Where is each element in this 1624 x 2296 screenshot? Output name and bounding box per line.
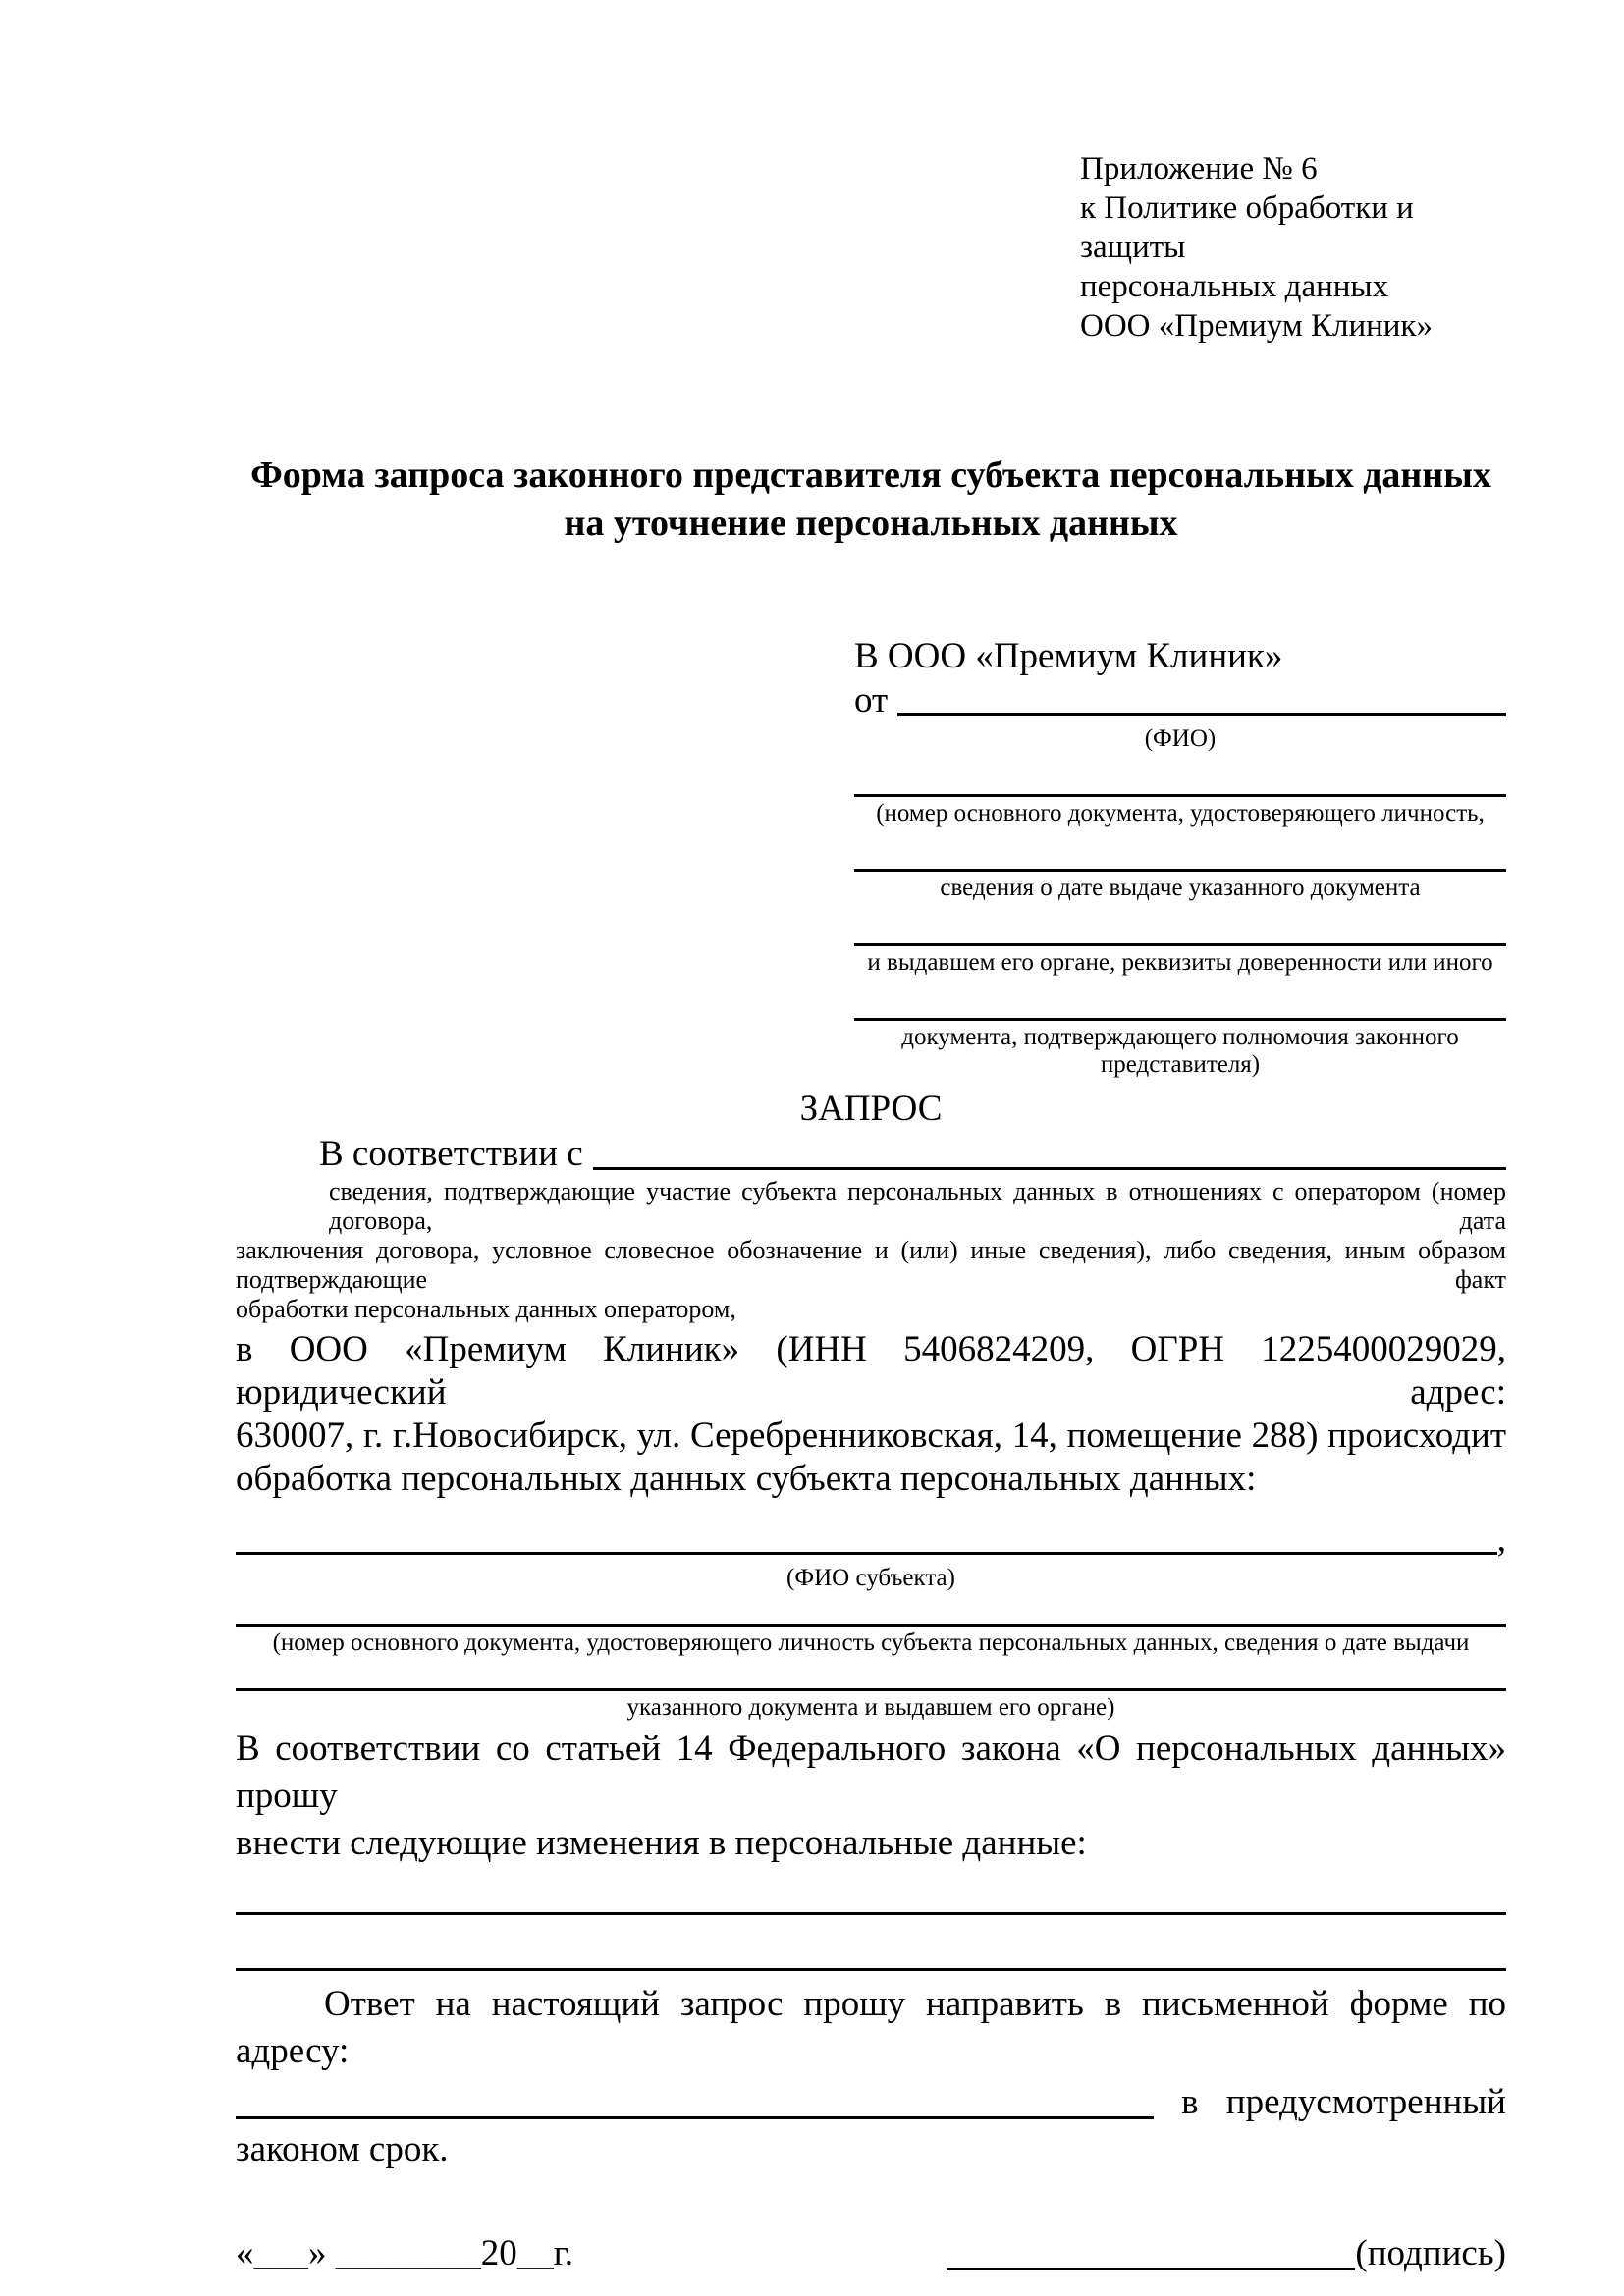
signature-caption: (подпись) <box>1355 2233 1506 2273</box>
appendix-block <box>1080 149 1506 346</box>
request-heading: ЗАПРОС <box>799 1089 943 1129</box>
subject-doc-caption: указанного документа и выдавшем его органе) <box>626 1694 1115 1721</box>
fio-caption: (ФИО) <box>1144 725 1217 752</box>
blank-line-caption: сведения о дате выдаче указанного документа <box>940 875 1421 901</box>
address-fill-in-line <box>236 2079 1154 2119</box>
subject-fio-fill-in-line <box>236 1519 1497 1555</box>
operator-paragraph-line: 630007, г. г.Новосибирск, ул. Серебренниковская, 14, помещение 288) происходит <box>236 1415 1506 1456</box>
answer-word: в <box>1181 2082 1199 2122</box>
blank-field-group <box>236 1624 1506 1657</box>
blank-field-group <box>854 943 1506 977</box>
accordance-row <box>236 1132 1506 1177</box>
blank-line-caption: (номер основного документа, удостоверяющего личность, <box>876 800 1485 827</box>
accordance-fill-in-line <box>593 1132 1506 1170</box>
fill-in-line <box>854 794 1506 797</box>
signature-fill-in-line <box>947 2230 1355 2270</box>
law-paragraph-line: внести следующие изменения в персональные данные: <box>236 1823 1087 1863</box>
answer-address-row <box>236 2079 1506 2126</box>
blank-line-caption: и выдавшем его органе, реквизиты доверенности или иного <box>867 949 1493 976</box>
page-title-line: на уточнение персональных данных <box>564 503 1178 544</box>
appendix-line: Приложение № 6 <box>1080 151 1318 187</box>
blank-field-group <box>236 1688 1506 1722</box>
from-fill-in-line <box>897 678 1506 716</box>
law-paragraph <box>236 1726 1506 1867</box>
signature-group <box>947 2230 1506 2277</box>
operator-paragraph-line: обработка персональных данных субъекта персональных данных: <box>236 1459 1257 1499</box>
accordance-caption <box>236 1177 1506 1324</box>
blank-field-group <box>854 869 1506 902</box>
fill-in-line <box>854 1018 1506 1021</box>
fill-in-line <box>236 1688 1506 1691</box>
subject-fio-row <box>236 1519 1506 1562</box>
page-title-line: Форма запроса законного представителя субъекта персональных данных <box>250 454 1491 496</box>
accordance-caption-line: сведения, подтверждающие участие субъекта персональных данных в отношениях с оператором (номер договора, дата <box>329 1177 1506 1235</box>
answer-paragraph-line: Ответ на настоящий запрос прошу направить в письменной форме по адресу: <box>236 1984 1506 2071</box>
signature-row <box>236 2230 1506 2277</box>
content-area <box>236 0 1506 2277</box>
subject-doc-caption: (номер основного документа, удостоверяющего личность субъекта персональных данных, сведения о дате выдачи <box>272 1629 1470 1656</box>
blank-line-caption: документа, подтверждающего полномочия законного представителя) <box>901 1024 1459 1078</box>
law-paragraph-line: В соответствии со статьей 14 Федерального закона «О персональных данных» прошу <box>236 1729 1506 1816</box>
answer-word: предусмотренный <box>1225 2082 1506 2122</box>
from-label: от <box>854 680 889 721</box>
appendix-line: к Политике обработки и защиты <box>1080 190 1414 265</box>
appendix-line: персональных данных <box>1080 269 1389 304</box>
subject-fio-comma: , <box>1496 1520 1506 1560</box>
addressee-block <box>854 634 1506 1079</box>
blank-field-group <box>854 1018 1506 1079</box>
date-field: «___» ________20__г. <box>236 2233 574 2273</box>
blank-field-group <box>854 794 1506 828</box>
fill-in-line <box>854 943 1506 946</box>
addressee-organization: В ООО «Премиум Клиник» <box>854 636 1283 676</box>
changes-fill-in-line <box>236 1968 1506 1971</box>
appendix-line: ООО «Премиум Клиник» <box>1080 308 1433 344</box>
page-title <box>236 452 1506 548</box>
from-row <box>854 678 1506 722</box>
answer-paragraph-line: законом срок. <box>236 2129 449 2169</box>
operator-paragraph-line: в ООО «Премиум Клиник» (ИНН 5406824209, ОГРН 1225400029029, юридический адрес: <box>236 1329 1506 1413</box>
accordance-caption-line: заключения договора, условное словесное обозначение и (или) иные сведения), либо сведения, иным образом подтверждающие факт <box>236 1236 1506 1294</box>
accordance-caption-line: обработки персональных данных оператором, <box>236 1295 736 1323</box>
subject-fio-caption: (ФИО субъекта) <box>786 1565 955 1591</box>
operator-paragraph <box>236 1328 1506 1501</box>
fill-in-line <box>854 869 1506 872</box>
accordance-label: В соответствии с <box>319 1134 583 1174</box>
fill-in-line <box>236 1624 1506 1627</box>
changes-fill-in-line <box>236 1912 1506 1915</box>
